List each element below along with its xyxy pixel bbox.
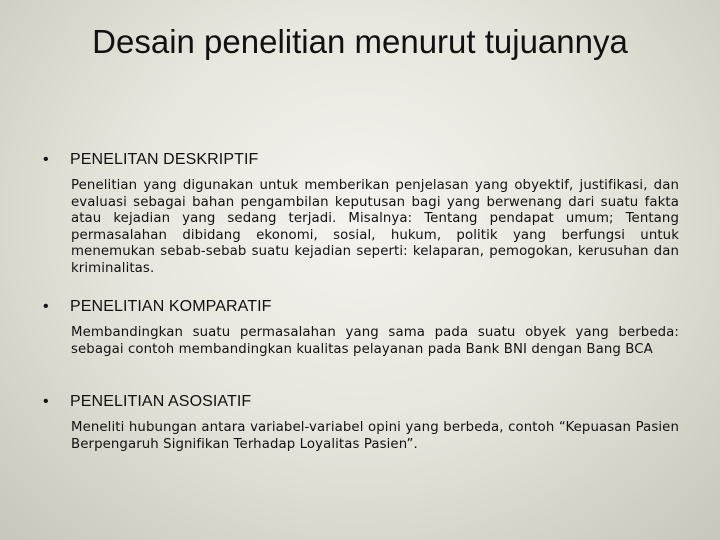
section-heading: PENELITIAN KOMPARATIF xyxy=(70,298,272,315)
section-asosiatif xyxy=(40,392,690,453)
section-heading: PENELITIAN ASOSIATIF xyxy=(70,393,252,410)
bullet-icon: • xyxy=(43,298,49,315)
bullet-icon: • xyxy=(43,151,49,168)
section-komparatif xyxy=(40,297,690,358)
slide-title: Desain penelitian menurut tujuannya xyxy=(92,23,628,60)
section-body: Meneliti hubungan antara variabel-variabel opini yang berbeda, contoh “Kepuasan Pasien Berpengaruh Signifikan Terhadap Loyalitas Pasien”. xyxy=(71,420,679,452)
section-deskriptif xyxy=(40,150,690,278)
section-body: Penelitian yang digunakan untuk memberikan penjelasan yang obyektif, justifikasi, dan evaluasi sebagai bahan pengambilan keputusan bagi yang berwenang dari suatu fakta atau kejadian yang sedang terjadi. Misalnya: Tentang pendapat umum; Tentang permasalahan dibidang ekonomi, sosial, hukum, politik yang berfungsi untuk menemukan sebab-sebab suatu kejadian seperti: kelaparan, pemogokan, kerusuhan dan kriminalitas. xyxy=(71,178,679,276)
section-body: Membandingkan suatu permasalahan yang sama pada suatu obyek yang berbeda: sebagai contoh membandingkan kualitas pelayanan pada Bank BNI dengan Bang BCA xyxy=(71,325,679,357)
bullet-icon: • xyxy=(43,393,49,410)
section-heading: PENELITAN DESKRIPTIF xyxy=(70,151,259,168)
